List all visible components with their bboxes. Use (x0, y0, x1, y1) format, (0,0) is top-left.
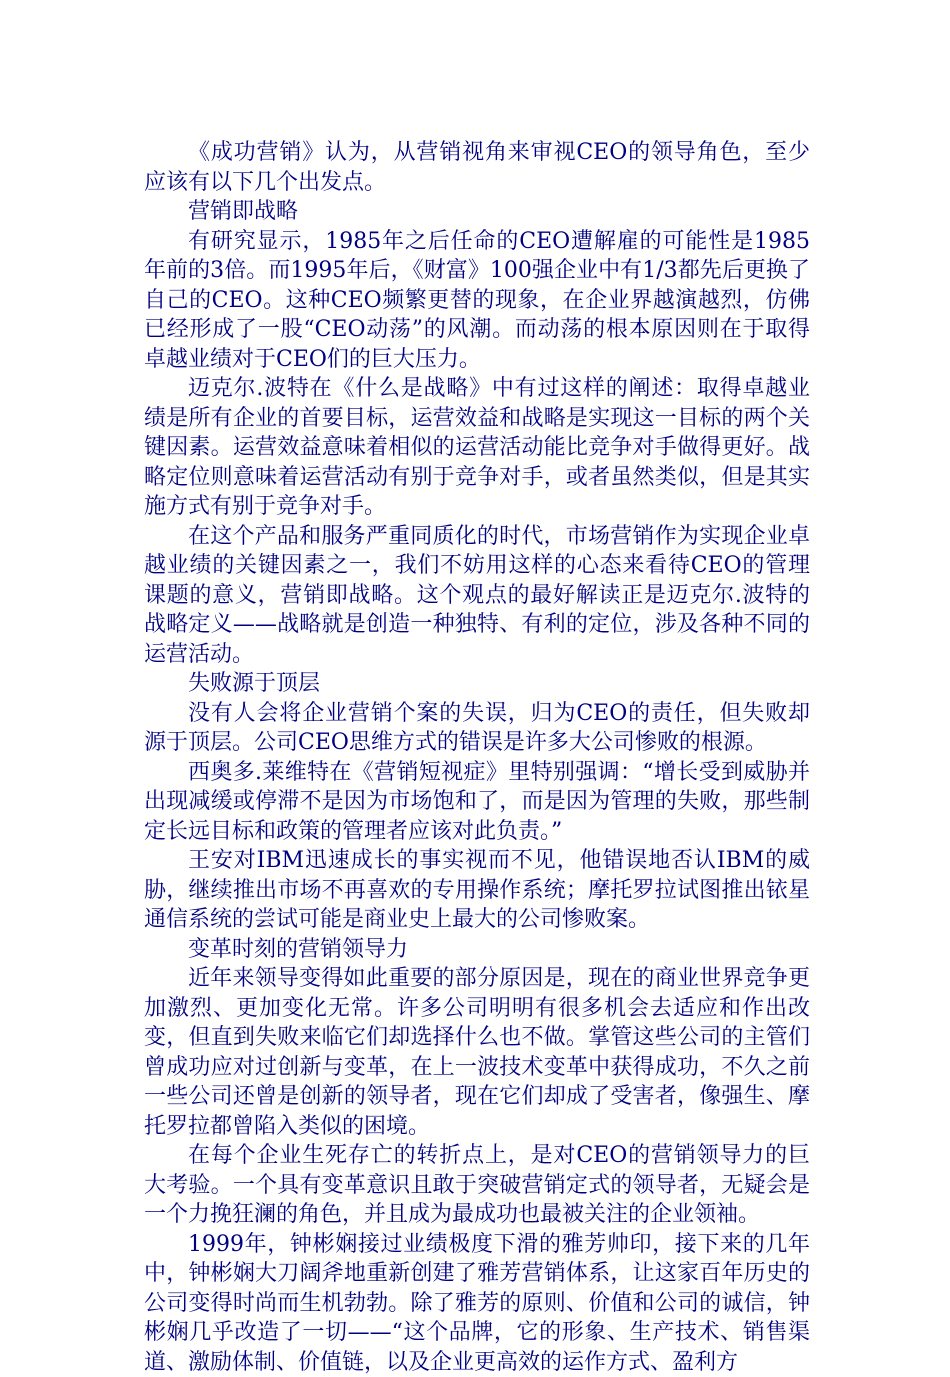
body-paragraph: 没有人会将企业营销个案的失误，归为CEO的责任，但失败却源于顶层。公司CEO思维方式的错误是许多大公司惨败的根源。 (144, 699, 810, 758)
body-paragraph: 西奥多.莱维特在《营销短视症》里特别强调：“增长受到威胁并出现减缓或停滞不是因为市场饱和了，而是因为管理的失败，那些制定长远目标和政策的管理者应该对此负责。” (144, 758, 810, 847)
intro-paragraph: 《成功营销》认为，从营销视角来审视CEO的领导角色，至少应该有以下几个出发点。 (144, 138, 810, 197)
body-paragraph: 1999年，钟彬娴接过业绩极度下滑的雅芳帅印，接下来的几年中，钟彬娴大刀阔斧地重新创建了雅芳营销体系，让这家百年历史的公司变得时尚而生机勃勃。除了雅芳的原则、价值和公司的诚信，钟彬娴几乎改造了一切——“这个品牌，它的形象、生产技术、销售渠道、激励体制、价值链，以及企业更高效的运作方式、盈利方 (144, 1230, 810, 1377)
section-heading-strategy: 营销即战略 (144, 197, 810, 227)
section-heading-leadership: 变革时刻的营销领导力 (144, 935, 810, 965)
body-paragraph: 近年来领导变得如此重要的部分原因是，现在的商业世界竞争更加激烈、更加变化无常。许多公司明明有很多机会去适应和作出改变，但直到失败来临它们却选择什么也不做。掌管这些公司的主管们曾成功应对过创新与变革，在上一波技术变革中获得成功，不久之前一些公司还曾是创新的领导者，现在它们却成了受害者，像强生、摩托罗拉都曾陷入类似的困境。 (144, 964, 810, 1141)
body-paragraph: 王安对IBM迅速成长的事实视而不见，他错误地否认IBM的威胁，继续推出市场不再喜欢的专用操作系统；摩托罗拉试图推出铱星通信系统的尝试可能是商业史上最大的公司惨败案。 (144, 846, 810, 935)
body-paragraph: 在每个企业生死存亡的转折点上，是对CEO的营销领导力的巨大考验。一个具有变革意识且敢于突破营销定式的领导者，无疑会是一个力挽狂澜的角色，并且成为最成功也最被关注的企业领袖。 (144, 1141, 810, 1230)
body-paragraph: 有研究显示，1985年之后任命的CEO遭解雇的可能性是1985年前的3倍。而1995年后，《财富》100强企业中有1/3都先后更换了自己的CEO。这种CEO频繁更替的现象，在企业界越演越烈，仿佛已经形成了一股“CEO动荡”的风潮。而动荡的根本原因则在于取得卓越业绩对于CEO们的巨大压力。 (144, 227, 810, 375)
article-body (144, 138, 810, 1377)
section-heading-failure: 失败源于顶层 (144, 669, 810, 699)
body-paragraph: 在这个产品和服务严重同质化的时代，市场营销作为实现企业卓越业绩的关键因素之一，我们不妨用这样的心态来看待CEO的管理课题的意义，营销即战略。这个观点的最好解读正是迈克尔.波特的战略定义——战略就是创造一种独特、有利的定位，涉及各种不同的运营活动。 (144, 522, 810, 670)
body-paragraph: 迈克尔.波特在《什么是战略》中有过这样的阐述：取得卓越业绩是所有企业的首要目标，运营效益和战略是实现这一目标的两个关键因素。运营效益意味着相似的运营活动能比竞争对手做得更好。战略定位则意味着运营活动有别于竞争对手，或者虽然类似，但是其实施方式有别于竞争对手。 (144, 374, 810, 522)
